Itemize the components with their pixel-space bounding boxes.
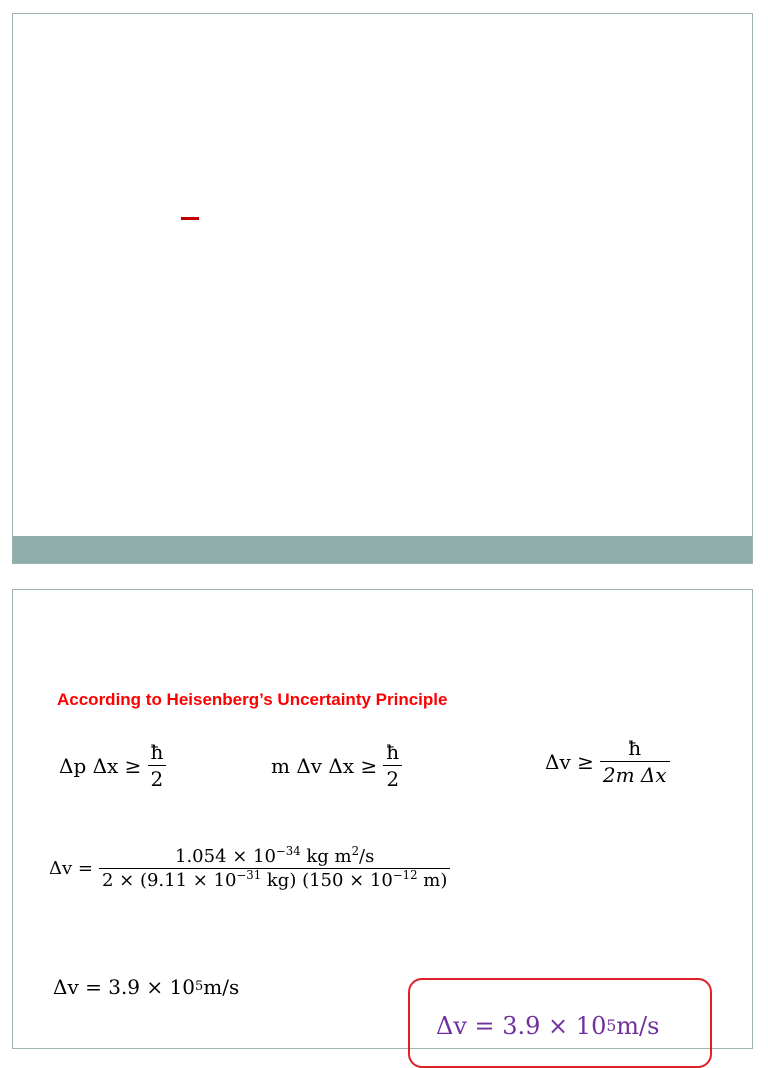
- eq1-den: 2: [148, 765, 167, 791]
- eq2-fraction: [383, 740, 402, 791]
- result-text: Δv = 3.9 × 10: [53, 975, 195, 999]
- eq2-den: 2: [383, 765, 402, 791]
- slide-2: [12, 589, 753, 1049]
- eq4-den: $2 \times (9.11 \times 10^{-31}$ kg) ($150 \times 10^{-12}$ m): [99, 868, 450, 891]
- eq4-num: $1.054 \times 10^{-34}$ kg $m^2/s$: [175, 844, 375, 867]
- eq2-lhs: m Δv Δx ≥: [271, 753, 378, 778]
- result-unit: m/s: [203, 975, 240, 999]
- slide-heading: According to Heisenberg’s Uncertainty Principle: [57, 690, 448, 709]
- answer-text: Δv = 3.9 × 10: [436, 1012, 607, 1040]
- equation-momentum: [59, 740, 166, 791]
- slide-1: [12, 13, 753, 564]
- eq2-num: ħ: [386, 740, 400, 764]
- answer-box: [408, 978, 712, 1068]
- eq1-num: ħ: [150, 740, 164, 764]
- eq3-den: 2m Δx: [600, 761, 670, 787]
- slide-footer-bar: [13, 536, 752, 563]
- equation-delta-v: [545, 736, 670, 787]
- eq4-lhs: Δv =: [49, 858, 93, 879]
- equation-substitution: [49, 846, 450, 891]
- eq1-lhs: Δp Δx ≥: [59, 753, 142, 778]
- eq3-fraction: [600, 736, 670, 787]
- red-dash-mark: [181, 217, 199, 220]
- answer-equation: Δv = 3.9 × 10 5 m/s: [436, 1012, 660, 1040]
- equation-velocity: [271, 740, 402, 791]
- equation-result: Δv = 3.9 × 10 5 m/s: [53, 975, 240, 999]
- eq4-fraction: [99, 846, 450, 891]
- eq3-num: ħ: [628, 736, 642, 760]
- answer-unit: m/s: [616, 1012, 660, 1040]
- eq3-lhs: Δv ≥: [545, 749, 594, 774]
- eq1-fraction: [147, 740, 166, 791]
